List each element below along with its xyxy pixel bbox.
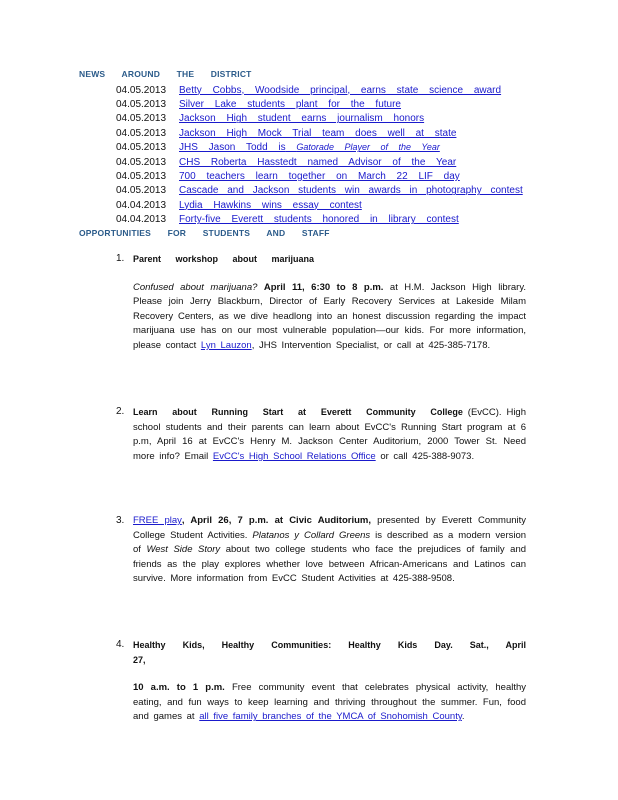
item-title: Learn about Running Start at Everett Community College	[133, 407, 463, 417]
opportunity-item-2	[116, 405, 526, 464]
opportunities-heading: OPPORTUNITIES FOR STUDENTS AND STAFF	[79, 228, 330, 238]
opportunity-item-3	[116, 514, 526, 587]
news-link[interactable]	[179, 142, 440, 153]
item-text-1: at H.M. Jackson High library. Please join Jerry Blackburn, Director of Early Recovery Services at Lakeside Milam Recovery Centers, as we dive headlong into an honest discussion regarding the impact marijuana use has on our most vulnerable population—our kids. For more information, please contact	[133, 281, 526, 351]
item-body	[133, 405, 526, 464]
news-item	[116, 126, 556, 140]
free-play-link[interactable]: FREE play	[133, 515, 182, 526]
item-number: 4.	[116, 639, 125, 650]
item-title: Parent workshop about marijuana	[133, 254, 315, 264]
item-body	[133, 514, 526, 587]
news-date: 04.04.2013	[116, 199, 167, 211]
news-item	[116, 97, 556, 111]
news-link[interactable]: Jackson High student earns journalism honors	[179, 113, 425, 125]
item-text-1: presented by Everett Community College Student Activities.	[133, 515, 527, 541]
news-item	[116, 112, 556, 126]
item-text-1: (EvCC). High school students and their parents can learn about EvCC's Running Start program at 6 p.m, April 16 at EvCC's Henry M. Jackson Center Auditorium, 2000 Tower St. Need more info? Email	[133, 407, 526, 462]
news-date: 04.04.2013	[116, 214, 167, 226]
news-link[interactable]: Forty-five Everett students honored in library contest	[179, 214, 459, 226]
news-link[interactable]: CHS Roberta Hasstedt named Advisor of the Year	[179, 156, 457, 168]
spacer	[133, 667, 526, 681]
item-text-2: or call 425-388-9073.	[380, 450, 475, 462]
news-link[interactable]: 700 teachers learn together on March 22 LIF day	[179, 171, 460, 183]
news-item	[116, 198, 556, 212]
news-item	[116, 83, 556, 97]
news-date: 04.05.2013	[116, 171, 167, 183]
item-text	[133, 681, 526, 725]
news-date: 04.05.2013	[116, 99, 167, 111]
opportunity-item-4	[116, 638, 526, 725]
news-date: 04.05.2013	[116, 84, 167, 96]
news-list	[116, 83, 556, 227]
news-link-text: JHS Jason Todd is	[179, 142, 286, 154]
news-link[interactable]: Silver Lake students plant for the future	[179, 99, 401, 111]
news-link[interactable]: Jackson High Mock Trial team does well at state	[179, 127, 457, 139]
item-number: 1.	[116, 253, 125, 264]
contact-link[interactable]: Lyn Lauzon	[200, 339, 252, 351]
news-date: 04.05.2013	[116, 127, 167, 139]
news-item	[116, 155, 556, 169]
item-text-3: about two college students who face the prejudices of family and friends as the play explores whether love between African-Americans and Latinos can survive. More information from EvCC Student Activities at 425-388-9508.	[133, 544, 527, 585]
news-item	[116, 169, 556, 183]
item-text-1: Free community event that celebrates physical activity, healthy eating, and fun ways to keep learning and thriving throughout the summer. Fun, food and games at	[133, 682, 527, 723]
news-link-italic: Gatorade Player of the Year	[296, 142, 440, 153]
item-text-2: , JHS Intervention Specialist, or call at 425-385-7178.	[251, 339, 491, 351]
item-italic: Confused about marijuana?	[133, 281, 258, 293]
item-title: Healthy Kids, Healthy Communities: Healthy Kids Day. Sat., April 27,	[133, 640, 526, 665]
news-item	[116, 213, 556, 227]
news-link[interactable]: Betty Cobbs, Woodside principal, earns state science award	[179, 84, 502, 96]
news-date: 04.05.2013	[116, 156, 167, 168]
item-body	[133, 638, 526, 725]
item-when: April 11, 6:30 to 8 p.m.	[263, 281, 384, 293]
news-date: 04.05.2013	[116, 185, 167, 197]
email-link[interactable]: EvCC's High School Relations Office	[212, 450, 376, 462]
item-body	[133, 252, 526, 354]
news-date: 04.05.2013	[116, 142, 167, 154]
news-link[interactable]: Lydia Hawkins wins essay contest	[179, 199, 362, 211]
item-number: 3.	[116, 515, 125, 526]
item-text	[133, 281, 526, 354]
opportunity-item-1	[116, 252, 526, 354]
item-text-2: .	[461, 711, 465, 723]
spacer	[133, 267, 526, 281]
item-number: 2.	[116, 406, 125, 417]
item-when: , April 26, 7 p.m. at Civic Auditorium,	[181, 515, 371, 526]
news-item	[116, 184, 556, 198]
news-heading: NEWS AROUND THE DISTRICT	[79, 69, 252, 79]
news-link[interactable]: Cascade and Jackson students win awards in photography contest	[179, 185, 523, 197]
reference-title: West Side Story	[146, 544, 221, 556]
play-title: Platanos y Collard Greens	[252, 529, 371, 541]
item-text-2: is described as a modern version of	[133, 529, 527, 556]
news-date: 04.05.2013	[116, 113, 167, 125]
item-when: 10 a.m. to 1 p.m.	[133, 682, 225, 694]
ymca-link[interactable]: all five family branches of the YMCA of Snohomish County	[199, 711, 462, 723]
news-item	[116, 141, 556, 155]
